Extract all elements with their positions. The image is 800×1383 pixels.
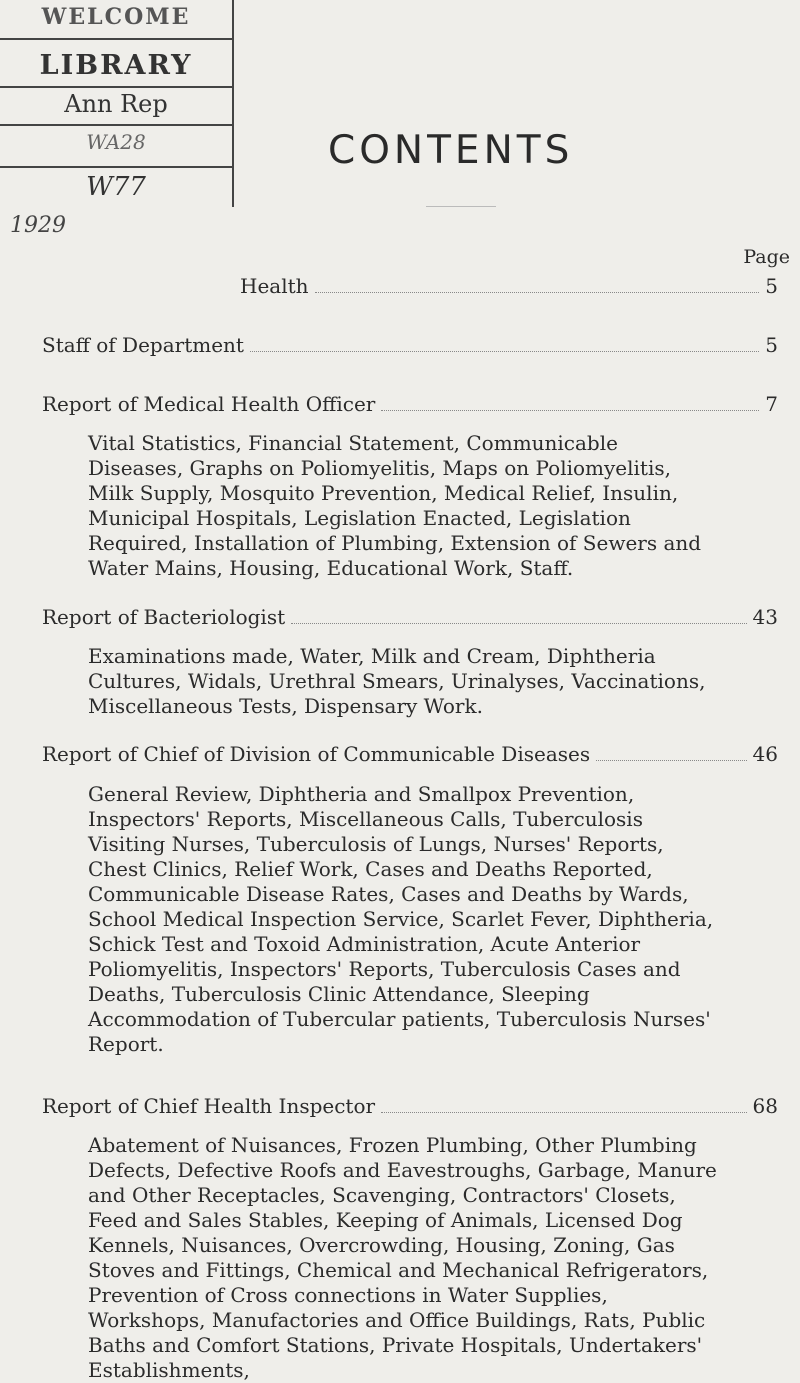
description-text: Examinations made, Water, Milk and Cream, Diphtheria Cultures, Widals, Urethral Smears, Urinalyses, Vaccinations, Miscellaneous Tests, Dispensary Work. [88,644,706,718]
toc-entry-description [88,782,718,1057]
stamp-handwriting: 1929 [10,213,66,238]
toc-entry[interactable] [42,1094,778,1118]
toc-entry[interactable] [42,605,778,629]
dot-leader [596,760,746,761]
toc-entry-page: 46 [752,742,778,766]
toc-entry-label-visible: Health [240,274,309,298]
stamp-line-2: LIBRARY [39,50,193,81]
dot-leader [381,1112,746,1113]
stamp-line-1: WELCOME [41,4,191,30]
toc-entry[interactable] [42,742,778,766]
dot-leader [315,292,760,293]
toc-entry-label: Report of Bacteriologist [42,605,286,629]
toc-entry-page: 43 [752,605,778,629]
dot-leader [381,410,759,411]
title-underline [426,206,496,207]
description-text: Vital Statistics, Financial Statement, Communicable Diseases, Graphs on Poliomyelitis, Maps on Poliomyelitis, Milk Supply, Mosquito Prevention, Medical Relief, Insulin, Municipal Hospitals, Legislation Enacted, Legislation Required, Installation of Plumbing, Extension of Sewers and Water Mains, Housing, Educational Work, Staff. [88,431,702,580]
dot-leader [250,351,759,352]
toc-entry-page: 7 [765,392,778,416]
toc-entry-page: 5 [765,274,778,298]
description-text: Abatement of Nuisances, Frozen Plumbing, Other Plumbing Defects, Defective Roofs and Eavestroughs, Garbage, Manure and Other Receptacles, Scavenging, Contractors' Closets, Feed and Sales Stables, Keeping of Animals, Licensed Dog Kennels, Nuisances, Overcrowding, Housing, Zoning, Gas Stoves and Fittings, Chemical and Mechanical Refrigerators, Prevention of Cross connections in Water Supplies, Workshops, Manufactories and Office Buildings, Rats, Public Baths and Comfort Stations, Private Hospitals, Undertakers' Establishments, [88,1133,717,1382]
toc-entry[interactable] [42,392,778,416]
toc-entry[interactable] [42,333,778,357]
toc-entry-label: Staff of Department [42,333,244,357]
stamp-line-5: W77 [86,172,146,202]
stamp-line-4: WA28 [86,130,146,154]
page-column-header: Page [743,246,790,268]
dot-leader [291,623,746,624]
library-stamp [0,0,234,207]
toc-entry-page: 5 [765,333,778,357]
stamp-divider [0,38,232,40]
toc-entry-page: 68 [752,1094,778,1118]
toc-entry-description [88,431,718,581]
toc-entry-label: Report of Chief Health Inspector [42,1094,376,1118]
toc-entry-label: Report of Chief of Division of Communicable Diseases [42,742,591,766]
toc-entry-label: Report of Medical Health Officer [42,392,376,416]
stamp-line-3: Ann Rep [64,90,168,118]
page-title: CONTENTS [328,128,574,173]
stamp-divider [0,124,232,126]
toc-entry-description [88,1133,718,1383]
stamp-divider [0,166,232,168]
description-text: General Review, Diphtheria and Smallpox Prevention, Inspectors' Reports, Miscellaneous Calls, Tuberculosis Visiting Nurses, Tuberculosis of Lungs, Nurses' Reports, Chest Clinics, Relief Work, Cases and Deaths Reported, Communicable Disease Rates, Cases and Deaths by Wards, School Medical Inspection Service, Scarlet Fever, Diphtheria, Schick Test and Toxoid Administration, Acute Anterior Poliomyelitis, Inspectors' Reports, Tuberculosis Cases and Deaths, Tuberculosis Clinic Attendance, Sleeping Accommodation of Tubercular patients, Tuberculosis Nurses' Report. [88,782,714,1056]
stamp-divider [0,86,232,88]
toc-entry-description [88,644,718,719]
toc-entry[interactable] [240,274,778,298]
